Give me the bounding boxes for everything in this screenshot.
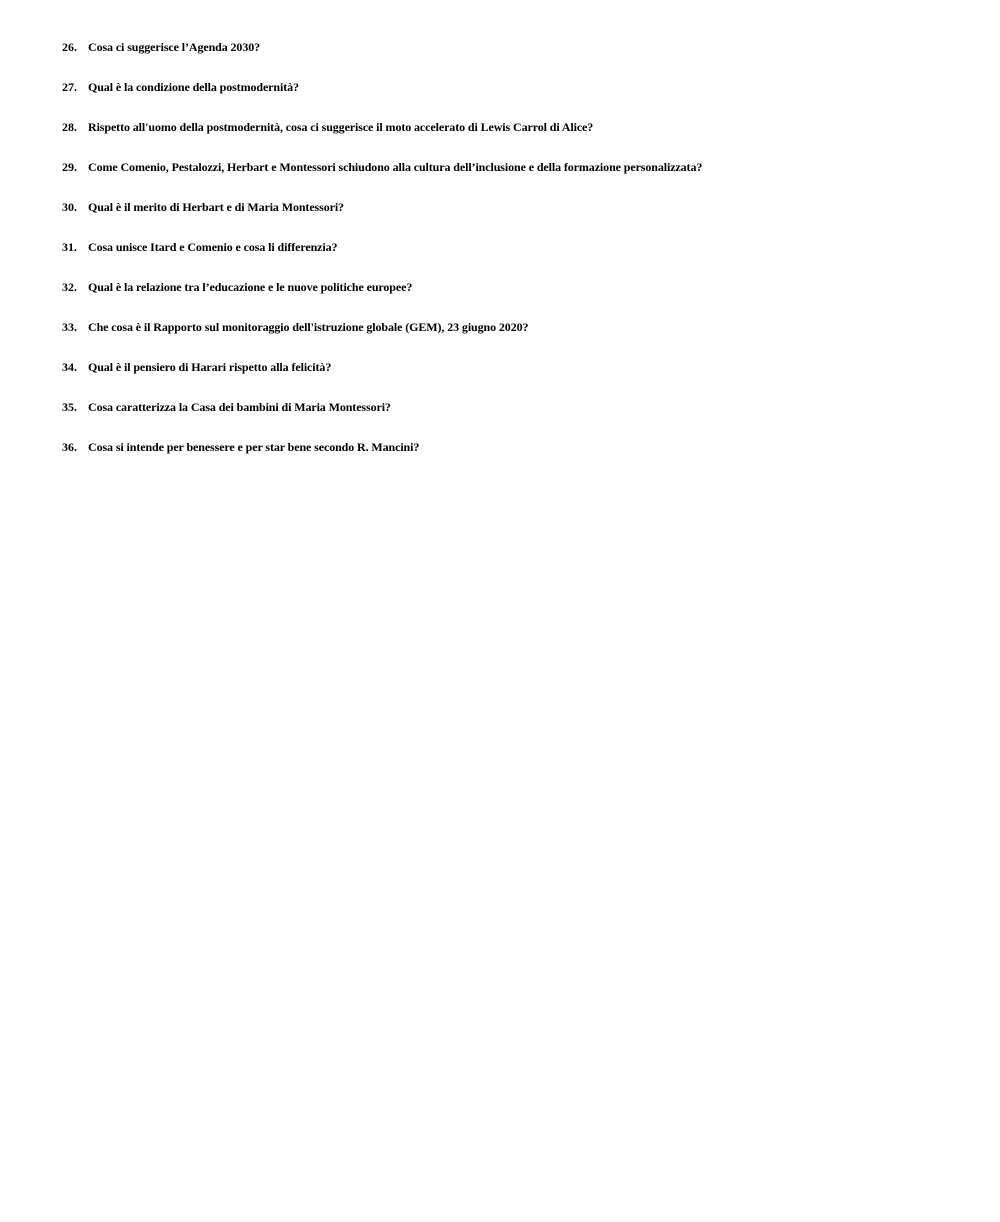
question-number: 35. [62, 400, 77, 414]
question-list [62, 39, 962, 479]
question-item-33 [62, 319, 962, 359]
question-number: 34. [62, 360, 77, 374]
question-item-30 [62, 199, 962, 239]
question-item-32 [62, 279, 962, 319]
question-number: 26. [62, 40, 77, 54]
question-text: Cosa unisce Itard e Comenio e cosa li differenzia? [88, 240, 338, 254]
question-text: Come Comenio, Pestalozzi, Herbart e Montessori schiudono alla cultura dell’inclusione e della formazione personalizzata? [88, 160, 703, 174]
question-number: 27. [62, 80, 77, 94]
question-number: 32. [62, 280, 77, 294]
question-number: 28. [62, 120, 77, 134]
question-text: Qual è la condizione della postmodernità? [88, 80, 299, 94]
question-item-35 [62, 399, 962, 439]
question-number: 30. [62, 200, 77, 214]
question-text: Qual è il merito di Herbart e di Maria Montessori? [88, 200, 344, 214]
question-text: Che cosa è il Rapporto sul monitoraggio dell'istruzione globale (GEM), 23 giugno 2020? [88, 320, 529, 334]
question-text: Cosa caratterizza la Casa dei bambini di Maria Montessori? [88, 400, 391, 414]
question-item-28 [62, 119, 962, 159]
question-number: 31. [62, 240, 77, 254]
question-number: 33. [62, 320, 77, 334]
question-text: Cosa ci suggerisce l’Agenda 2030? [88, 40, 261, 54]
question-number: 36. [62, 440, 77, 454]
question-item-31 [62, 239, 962, 279]
question-item-27 [62, 79, 962, 119]
question-text: Rispetto all'uomo della postmodernità, cosa ci suggerisce il moto accelerato di Lewis Carrol di Alice? [88, 120, 594, 134]
question-item-34 [62, 359, 962, 399]
question-text: Cosa si intende per benessere e per star bene secondo R. Mancini? [88, 440, 420, 454]
question-text: Qual è il pensiero di Harari rispetto alla felicità? [88, 360, 332, 374]
question-number: 29. [62, 160, 77, 174]
question-text: Qual è la relazione tra l’educazione e le nuove politiche europee? [88, 280, 413, 294]
question-item-26 [62, 39, 962, 79]
question-item-36 [62, 439, 962, 479]
question-item-29 [62, 159, 962, 199]
